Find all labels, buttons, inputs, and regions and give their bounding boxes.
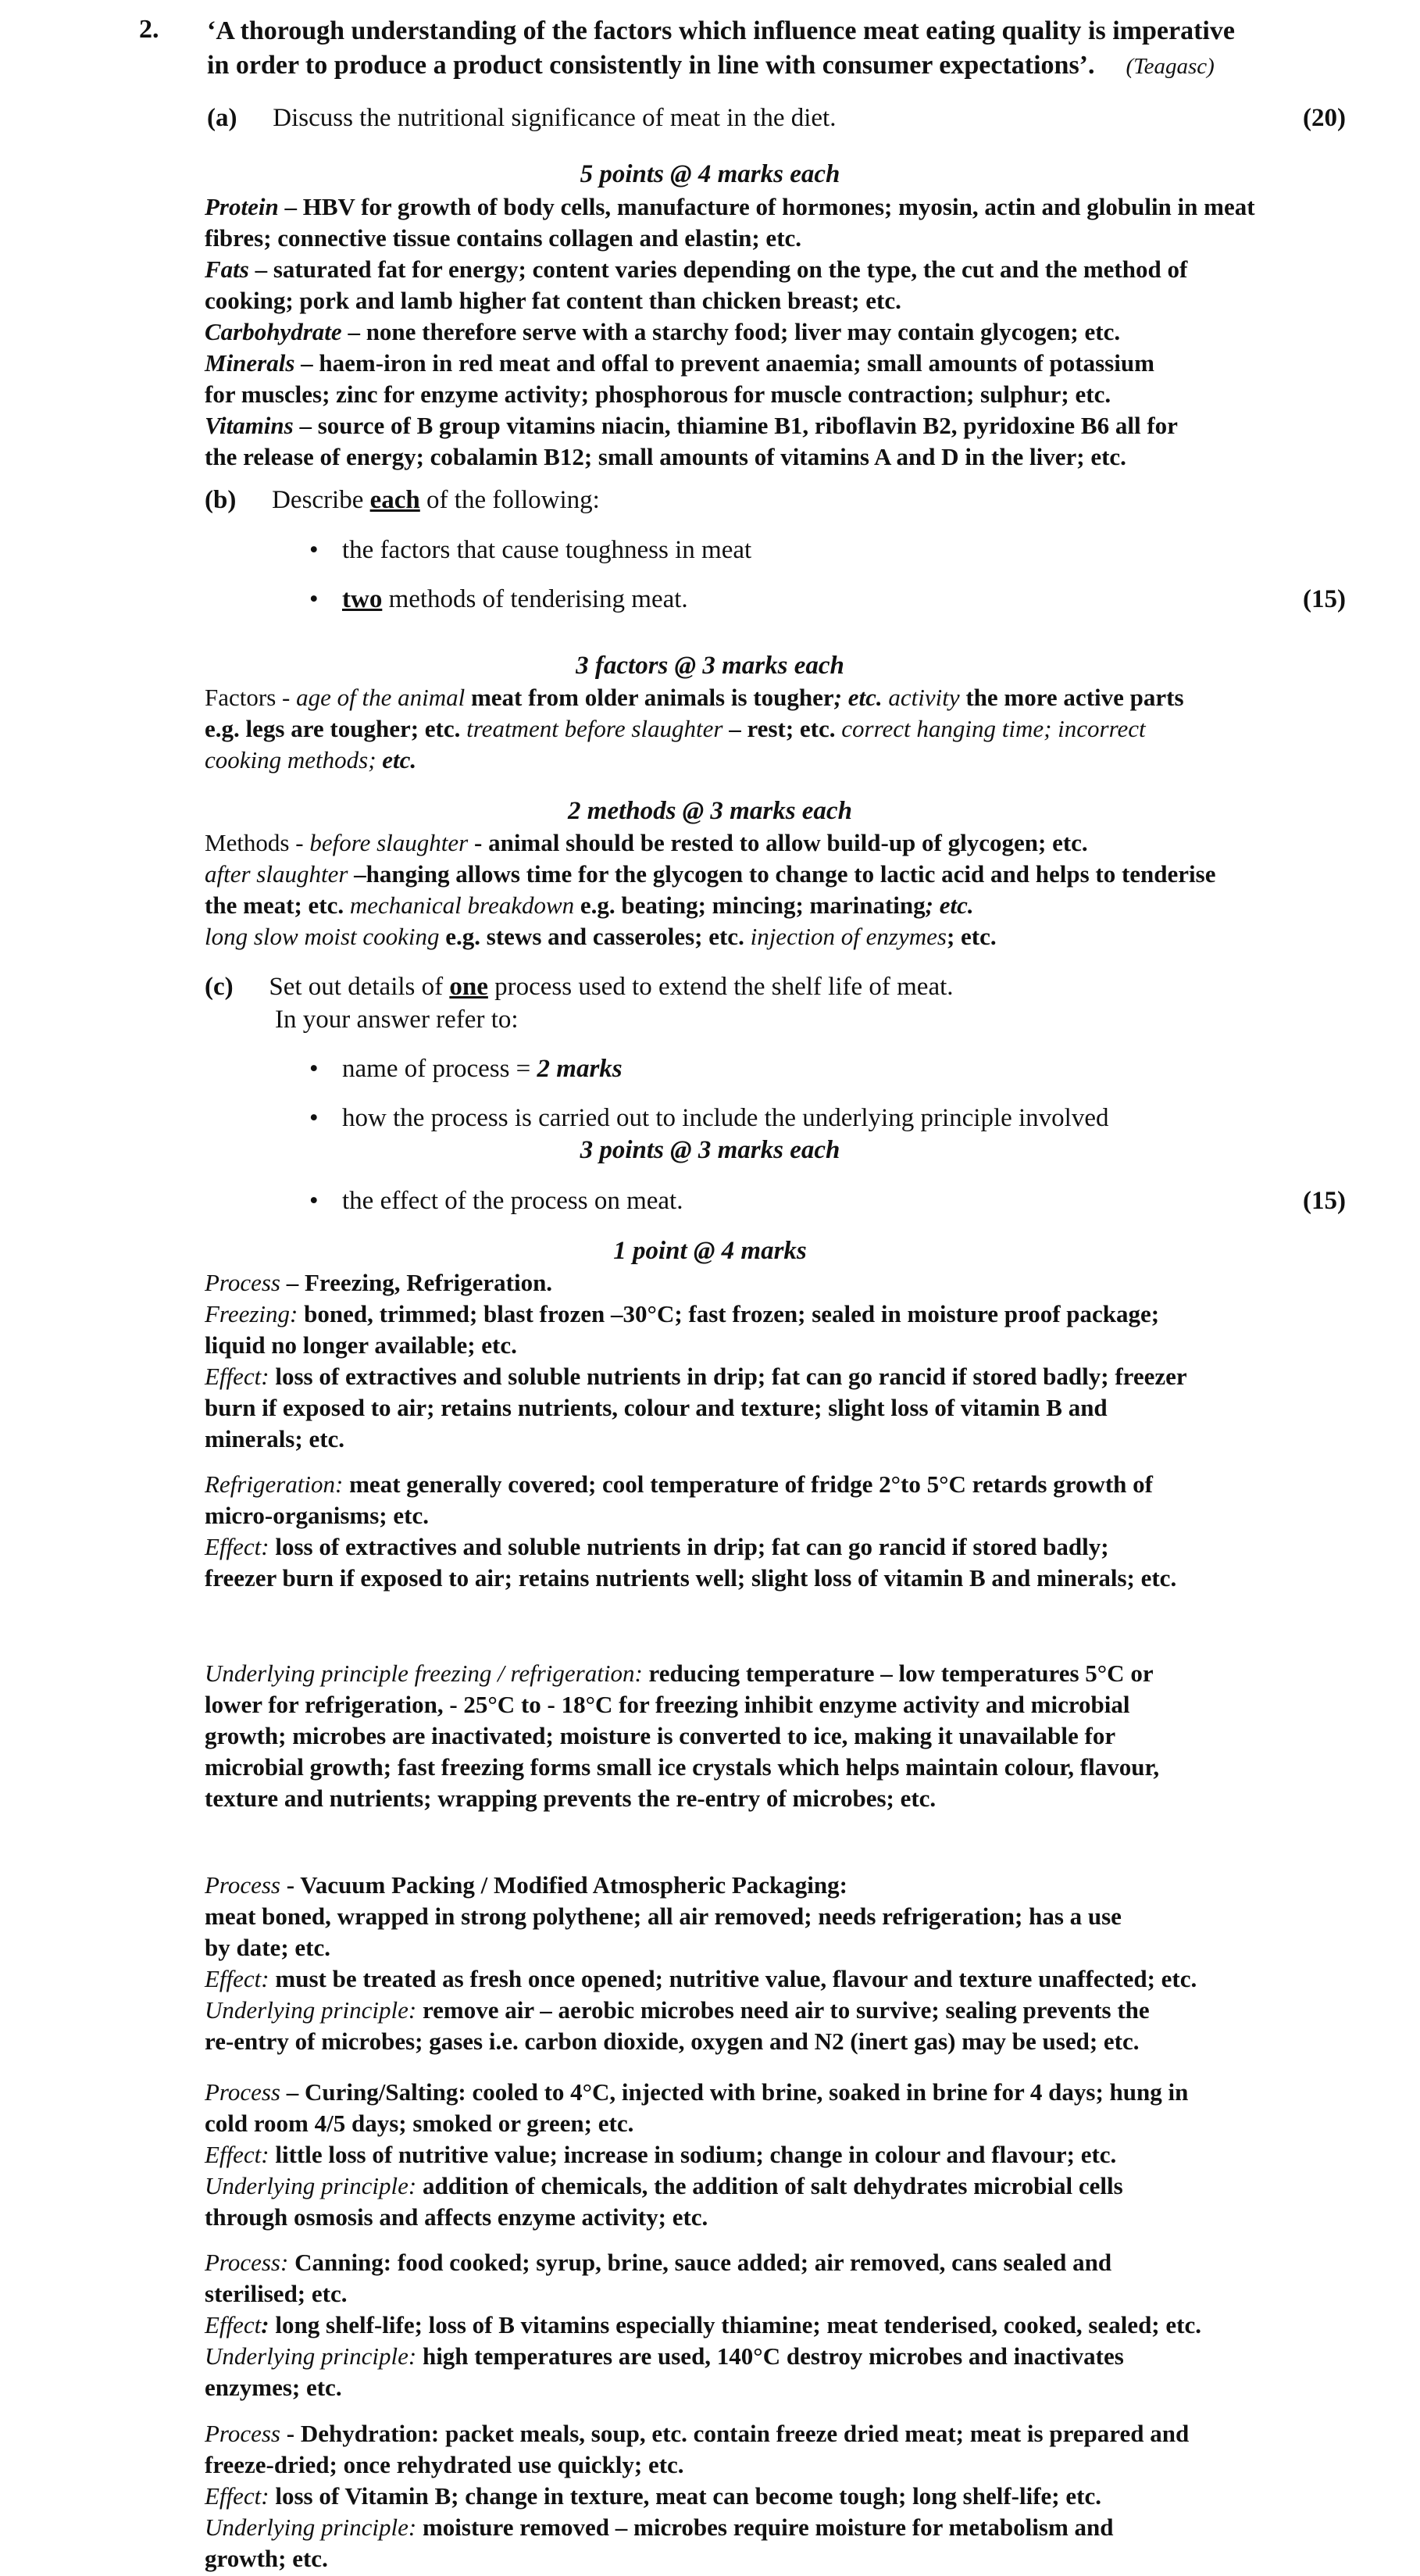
- freezing-effect-line1: Effect: loss of extractives and soluble nutrients in drip; fat can go rancid if stored badly; freezer: [205, 1363, 1187, 1390]
- vacuum-up2: re-entry of microbes; gases i.e. carbon dioxide, oxygen and N2 (inert gas) may be used; etc.: [205, 2028, 1140, 2055]
- curing-up1: Underlying principle: addition of chemicals, the addition of salt dehydrates microbial cells: [205, 2172, 1123, 2199]
- curing-heading: Process – Curing/Salting: cooled to 4°C, injected with brine, soaked in brine for 4 days; hung in: [205, 2078, 1189, 2106]
- freezing-answer: [205, 1267, 1408, 1455]
- part-b-factors-answer: [205, 682, 1376, 776]
- quote-line-2: in order to produce a product consistently in line with consumer expectations’. (Teagasc): [207, 51, 1215, 80]
- answer-fats-line2: cooking; pork and lamb higher fat content than chicken breast; etc.: [205, 287, 901, 314]
- part-b-label: (b): [205, 486, 237, 514]
- underlying-line2: lower for refrigeration, - 25°C to - 18°C for freezing inhibit enzyme activity and microbial: [205, 1691, 1130, 1718]
- part-b-text: Describe each of the following:: [272, 486, 600, 514]
- part-b-bullet-2: • two methods of tenderising meat.: [342, 584, 688, 615]
- underlying-line1: Underlying principle freezing / refrigeration: reducing temperature – low temperatures 5°C or: [205, 1660, 1154, 1687]
- dehydration-up2: growth; etc.: [205, 2545, 328, 2572]
- dehydration-answer: [205, 2418, 1408, 2574]
- refrig-line2: micro-organisms; etc.: [205, 1502, 429, 1529]
- underlying-line3: growth; microbes are inactivated; moisture is converted to ice, making it unavailable for: [205, 1722, 1116, 1749]
- canning-heading: Process: Canning: food cooked; syrup, brine, sauce added; air removed, cans sealed and: [205, 2249, 1112, 2276]
- answer-protein-line2: fibres; connective tissue contains collagen and elastin; etc.: [205, 224, 802, 252]
- part-b-marks: (15): [1303, 585, 1346, 613]
- canning-up2: enzymes; etc.: [205, 2374, 342, 2401]
- dehydration-up1: Underlying principle: moisture removed – microbes require moisture for metabolism and: [205, 2513, 1114, 2541]
- underlying-principle-answer: [205, 1658, 1408, 1814]
- underlying-line4: microbial growth; fast freezing forms small ice crystals which helps maintain colour, flavour,: [205, 1753, 1160, 1781]
- answer-vitamins-line2: the release of energy; cobalamin B12; small amounts of vitamins A and D in the liver; etc.: [205, 443, 1126, 470]
- vacuum-effect: Effect: must be treated as fresh once opened; nutritive value, flavour and texture unaffected; etc.: [205, 1965, 1197, 1992]
- part-a-answers: [205, 191, 1408, 473]
- part-a-question: [207, 102, 836, 134]
- canning-answer: [205, 2247, 1408, 2403]
- part-b-scheme-methods: 2 methods @ 3 marks each: [568, 797, 852, 825]
- answer-minerals-line2: for muscles; zinc for enzyme activity; phosphorous for muscle contraction; sulphur; etc.: [205, 381, 1111, 408]
- part-a-text: Discuss the nutritional significance of meat in the diet.: [273, 104, 837, 132]
- part-a-marks: (20): [1303, 104, 1346, 132]
- part-b-methods-answer: [205, 827, 1376, 952]
- canning-line1: sterilised; etc.: [205, 2280, 348, 2307]
- part-c-scheme: 1 point @ 4 marks: [613, 1237, 807, 1265]
- methods-line1: Methods - before slaughter - animal should be rested to allow build-up of glycogen; etc.: [205, 829, 1088, 856]
- answer-carbohydrate-line1: Carbohydrate – none therefore serve with a starchy food; liver may contain glycogen; etc.: [205, 318, 1121, 345]
- part-b-scheme-factors: 3 factors @ 3 marks each: [576, 652, 844, 680]
- freezing-line2: liquid no longer available; etc.: [205, 1331, 517, 1359]
- vacuum-answer: [205, 1870, 1408, 2057]
- part-c-question: [205, 971, 954, 1002]
- process-heading: Process – Freezing, Refrigeration.: [205, 1269, 553, 1296]
- refrig-effect-line1: Effect: loss of extractives and soluble nutrients in drip; fat can go rancid if stored badly;: [205, 1533, 1109, 1560]
- factors-line3: cooking methods; etc.: [205, 746, 417, 774]
- refrigeration-answer: [205, 1469, 1408, 1594]
- vacuum-heading: Process - Vacuum Packing / Modified Atmospheric Packaging:: [205, 1871, 847, 1899]
- part-c-bullet-3: • the effect of the process on meat.: [342, 1185, 683, 1217]
- part-a-label: (a): [207, 104, 237, 132]
- answer-protein-line1: Protein – HBV for growth of body cells, manufacture of hormones; myosin, actin and globulin in meat: [205, 193, 1255, 220]
- part-c-bullet-1: • name of process = 2 marks: [342, 1053, 623, 1084]
- part-c-bullet-2: • how the process is carried out to include the underlying principle involved: [342, 1102, 1109, 1134]
- canning-effect: Effect: long shelf-life; loss of B vitamins especially thiamine; meat tenderised, cooked, sealed; etc.: [205, 2311, 1201, 2338]
- freezing-effect-line2: burn if exposed to air; retains nutrients, colour and texture; slight loss of vitamin B and: [205, 1394, 1108, 1421]
- vacuum-line1: meat boned, wrapped in strong polythene; all air removed; needs refrigeration; has a use: [205, 1903, 1122, 1930]
- vacuum-up1: Underlying principle: remove air – aerobic microbes need air to survive; sealing prevents the: [205, 1996, 1150, 2024]
- part-b-question: [205, 484, 600, 516]
- dehydration-line1: freeze-dried; once rehydrated use quickly; etc.: [205, 2451, 684, 2478]
- methods-line2: after slaughter –hanging allows time for the glycogen to change to lactic acid and helps to tenderise: [205, 860, 1216, 888]
- part-c-marks: (15): [1303, 1187, 1346, 1215]
- refrig-line1: Refrigeration: meat generally covered; cool temperature of fridge 2°to 5°C retards growth of: [205, 1470, 1153, 1498]
- canning-up1: Underlying principle: high temperatures are used, 140°C destroy microbes and inactivates: [205, 2342, 1124, 2370]
- methods-line3: the meat; etc. mechanical breakdown e.g. beating; mincing; marinating; etc.: [205, 891, 974, 919]
- dehydration-heading: Process - Dehydration: packet meals, soup, etc. contain freeze dried meat; meat is prepared and: [205, 2420, 1190, 2447]
- part-b-bullet-1: • the factors that cause toughness in meat: [342, 534, 751, 566]
- vacuum-line2: by date; etc.: [205, 1934, 330, 1961]
- underlying-line5: texture and nutrients; wrapping prevents the re-entry of microbes; etc.: [205, 1785, 937, 1812]
- quote-line-1: ‘A thorough understanding of the factors which influence meat eating quality is imperative: [207, 16, 1235, 45]
- quote-source: (Teagasc): [1126, 54, 1215, 79]
- curing-up2: through osmosis and affects enzyme activity; etc.: [205, 2203, 708, 2231]
- factors-line2: e.g. legs are tougher; etc. treatment before slaughter – rest; etc. correct hanging time; incorrect: [205, 715, 1146, 742]
- curing-answer: [205, 2077, 1408, 2233]
- question-number: 2.: [139, 15, 159, 44]
- freezing-effect-line3: minerals; etc.: [205, 1425, 345, 1452]
- part-c-label: (c): [205, 973, 234, 1001]
- curing-line1: cold room 4/5 days; smoked or green; etc.: [205, 2110, 634, 2137]
- curing-effect: Effect: little loss of nutritive value; increase in sodium; change in colour and flavour; etc.: [205, 2141, 1117, 2168]
- part-c-scheme-mid: 3 points @ 3 marks each: [580, 1136, 840, 1164]
- factors-line1: Factors - age of the animal meat from older animals is tougher; etc. activity the more active parts: [205, 684, 1184, 711]
- dehydration-effect: Effect: loss of Vitamin B; change in texture, meat can become tough; long shelf-life; etc.: [205, 2482, 1101, 2510]
- part-a-scheme: 5 points @ 4 marks each: [580, 160, 840, 188]
- part-c-text: Set out details of one process used to extend the shelf life of meat.: [269, 973, 954, 1001]
- question-quote: [207, 14, 1379, 84]
- part-c-text-2: In your answer refer to:: [275, 1006, 519, 1034]
- methods-line4: long slow moist cooking e.g. stews and casseroles; etc. injection of enzymes; etc.: [205, 923, 997, 950]
- answer-vitamins-line1: Vitamins – source of B group vitamins niacin, thiamine B1, riboflavin B2, pyridoxine B6 all for: [205, 412, 1178, 439]
- answer-minerals-line1: Minerals – haem-iron in red meat and offal to prevent anaemia; small amounts of potassium: [205, 349, 1154, 377]
- freezing-line1: Freezing: boned, trimmed; blast frozen –30°C; fast frozen; sealed in moisture proof package;: [205, 1300, 1160, 1327]
- answer-fats-line1: Fats – saturated fat for energy; content varies depending on the type, the cut and the method of: [205, 255, 1188, 283]
- refrig-effect-line2: freezer burn if exposed to air; retains nutrients well; slight loss of vitamin B and minerals; etc.: [205, 1564, 1177, 1592]
